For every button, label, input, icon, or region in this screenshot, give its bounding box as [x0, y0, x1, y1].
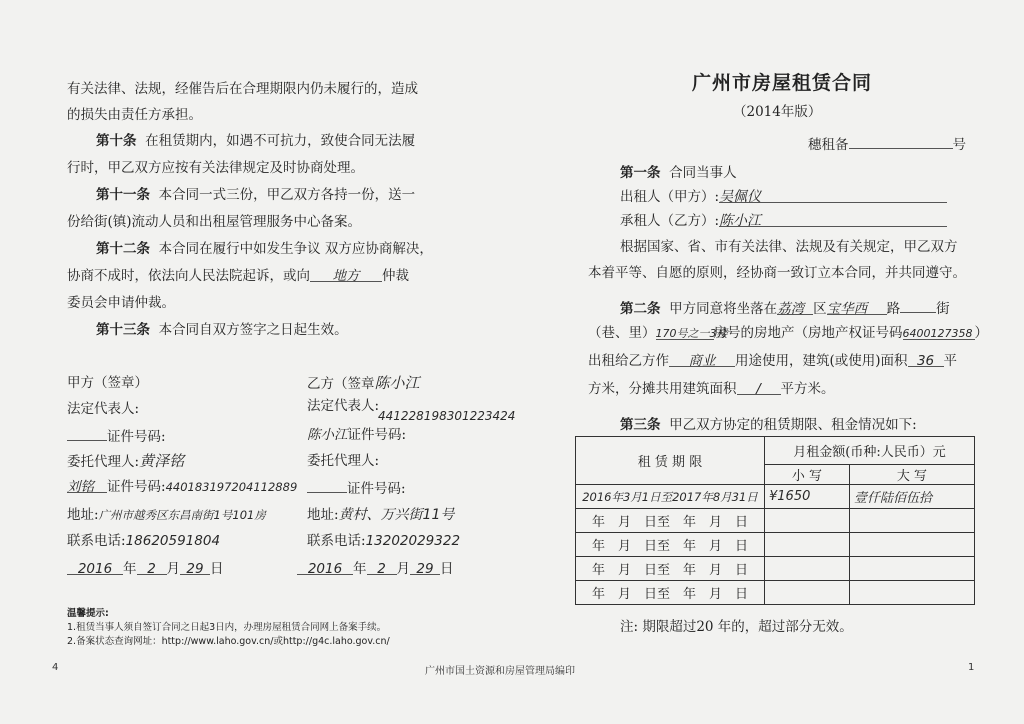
party-a-phone-label: 联系电话:: [67, 533, 126, 549]
party-b-agent: 委托代理人:: [307, 453, 380, 469]
article-3-title: 第三条: [620, 417, 661, 433]
row1-big: 壹仟陆佰伍拾: [850, 485, 975, 509]
lessee-row: [620, 212, 947, 230]
article-10: [96, 132, 415, 150]
party-b-address-handwriting: 黄村、万兴街11号: [338, 507, 455, 523]
party-b-id-label2: 证件号码:: [347, 481, 406, 497]
article-2-text-l: 平方米。: [780, 381, 835, 397]
blank-cell: [850, 581, 975, 605]
party-a-date-row: [67, 560, 224, 578]
party-a-date-day: 29: [180, 560, 210, 575]
period-header: 租 赁 期 限: [576, 437, 765, 485]
article-2-text-j: 平: [943, 353, 958, 369]
article-10-line2: 行时，甲乙双方应按有关法律规定及时协商处理。: [67, 160, 364, 176]
article-12-title: 第十二条: [96, 241, 150, 257]
lessor-label: 出租人（甲方）:: [620, 189, 720, 205]
article-2-text-a: 甲方同意将坐落在: [669, 301, 778, 317]
article-2-text-k: 方米，分摊共用建筑面积: [588, 381, 737, 397]
row1-period: 2016年3月1日至2017年8月31日: [576, 485, 765, 509]
party-a-phone-row: [67, 532, 220, 550]
article-2-text-c: 路: [886, 301, 901, 317]
party-b-id-label: 证件号码:: [347, 427, 407, 443]
shared-area-handwriting: /: [737, 380, 781, 395]
article-12: [96, 240, 433, 258]
area-handwriting: 36: [908, 352, 944, 367]
party-a-signature: 刘铭: [67, 478, 107, 493]
article-12-line2b: 仲裁: [382, 268, 409, 284]
table-row: [576, 509, 975, 533]
left-page-number: 4: [52, 662, 59, 673]
party-a-label: 甲方（签章）: [67, 375, 148, 391]
blank-period: 年 月 日至 年 月 日: [576, 509, 765, 533]
party-a-id-handwriting: 440183197204112889: [165, 480, 298, 494]
article-1: [620, 164, 737, 182]
tip-2: 2.备案状态查询网址：http://www.laho.gov.cn/或http://g4c.laho.gov.cn/: [67, 636, 390, 647]
cert-number-handwriting: 6400127358: [902, 327, 973, 340]
party-b-phone-row: [307, 532, 460, 550]
table-row: [576, 581, 975, 605]
registration-prefix: 穗租备: [808, 137, 849, 153]
tips-title: 温馨提示:: [67, 608, 109, 619]
blank-period: 年 月 日至 年 月 日: [576, 557, 765, 581]
party-a-agent-row: [67, 452, 184, 471]
party-b-phone-handwriting: 13202029322: [365, 533, 461, 549]
article-1-line2: 本着平等、自愿的原则，经协商一致订立本合同，并共同遵守。: [588, 265, 966, 281]
arbitration-blank: [310, 267, 382, 282]
party-b-id-row: [307, 426, 406, 444]
party-a-id-label2: 证件号码:: [107, 479, 166, 495]
article-11-line2: 份给街(镇)流动人员和出租屋管理服务中心备案。: [67, 214, 362, 230]
article-10-title: 第十条: [96, 133, 137, 149]
use-handwriting: 商业: [669, 352, 735, 367]
rent-table: [575, 436, 975, 605]
article-2-text-f: 房号的房地产（房地产权证号码: [713, 325, 903, 341]
left-para1-line1: 有关法律、法规，经催告后在合理期限内仍未履行的，造成: [67, 81, 418, 97]
big-header: 大 写: [850, 465, 975, 485]
party-b-id-blank: [307, 478, 347, 493]
article-3: [620, 416, 917, 434]
article-11: [96, 186, 415, 204]
party-a-agent-label: 委托代理人:: [67, 454, 140, 470]
blank-cell: [765, 557, 850, 581]
party-b-address-label: 地址:: [307, 507, 339, 523]
article-2-line1: [620, 298, 950, 318]
blank-cell: [765, 581, 850, 605]
article-2-line3: [588, 352, 957, 370]
party-a-id-blank: [67, 426, 107, 441]
party-b-signature2: 陈小江: [307, 427, 348, 443]
party-b-date-month: 2: [367, 560, 397, 575]
registration-blank: [849, 134, 953, 149]
blank-cell: [765, 533, 850, 557]
right-page-number: 1: [968, 662, 975, 673]
article-1-text: 合同当事人: [669, 165, 737, 181]
article-2-text-h: 出租给乙方作: [588, 353, 669, 369]
registration-suffix: 号: [952, 137, 966, 153]
blank-cell: [850, 509, 975, 533]
blank-period: 年 月 日至 年 月 日: [576, 533, 765, 557]
party-a-date-year: 2016: [67, 560, 123, 575]
row1-small: ¥1650: [765, 485, 850, 509]
article-2-text-d: 街: [936, 301, 950, 317]
party-b-legal-rep: 法定代表人:: [307, 398, 380, 414]
district-handwriting: 荔湾: [777, 300, 813, 315]
party-a-month-label: 月: [166, 561, 180, 577]
party-a-address-row: [67, 506, 266, 524]
house-number-handwriting: 170号之一3楼: [655, 327, 728, 340]
article-2-line4: [588, 380, 835, 398]
article-1-line1: 根据国家、省、市有关法律、法规及有关规定，甲乙双方: [620, 239, 958, 255]
party-b-month-label: 月: [396, 561, 410, 577]
amount-header: 月租金额(币种:人民币）元: [765, 437, 975, 465]
article-12-line2a: 协商不成时，依法向人民法院起诉，或向: [67, 268, 310, 284]
party-b-day-label: 日: [440, 561, 454, 577]
party-b-id-row2: [307, 478, 406, 498]
article-2-title: 第二条: [620, 301, 661, 317]
table-note: 注: 期限超过20 年的，超过部分无效。: [620, 619, 853, 635]
party-a-legal-rep: 法定代表人:: [67, 401, 140, 417]
party-b-phone-label: 联系电话:: [307, 533, 366, 549]
article-11-line1: 本合同一式三份，甲乙双方各持一份，送一: [158, 187, 416, 203]
street-blank: [900, 298, 936, 313]
party-a-agent-handwriting: 黄泽铭: [139, 452, 185, 470]
party-b-signature: 陈小江: [374, 374, 420, 392]
party-b-label-row: [307, 374, 420, 393]
party-a-id-label: 证件号码:: [107, 429, 166, 445]
table-header-row: [576, 437, 975, 465]
contract-edition: （2014年版）: [733, 104, 822, 120]
left-para1-line2: 的损失由责任方承担。: [67, 107, 202, 123]
article-13-title: 第十三条: [96, 322, 150, 338]
article-2-text-i: 用途使用，建筑(或使用)面积: [735, 353, 908, 369]
party-b-year-label: 年: [353, 561, 367, 577]
table-row: [576, 557, 975, 581]
article-12-line3: 委员会申请仲裁。: [67, 295, 175, 311]
table-row: [576, 485, 975, 509]
registration-row: [808, 134, 966, 154]
party-a-phone-handwriting: 18620591804: [125, 533, 221, 549]
article-13-line1: 本合同自双方签字之日起生效。: [158, 322, 348, 338]
lessee-handwriting: 陈小江: [719, 212, 947, 227]
party-b-label: 乙方（签章: [307, 376, 375, 392]
party-a-date-month: 2: [137, 560, 167, 575]
party-b-date-day: 29: [410, 560, 440, 575]
tip-1: 1.租赁当事人须自签订合同之日起3日内，办理房屋租赁合同网上备案手续。: [67, 622, 387, 633]
party-a-id-row2: [67, 478, 297, 496]
arbitration-handwriting: 地方: [332, 268, 360, 284]
blank-period: 年 月 日至 年 月 日: [576, 581, 765, 605]
party-b-date-row: [297, 560, 454, 578]
party-a-year-label: 年: [123, 561, 137, 577]
article-1-title: 第一条: [620, 165, 661, 181]
small-header: 小 写: [765, 465, 850, 485]
lessor-handwriting: 吴佩仪: [719, 188, 947, 203]
article-2-text-b: 区: [813, 301, 827, 317]
article-12-line1: 本合同在履行中如发生争议 双方应协商解决，: [158, 241, 433, 257]
party-a-address-label: 地址:: [67, 507, 99, 523]
table-row: [576, 533, 975, 557]
article-11-title: 第十一条: [96, 187, 150, 203]
article-2-line2: [588, 324, 988, 342]
contract-title: 广州市房屋租赁合同: [692, 72, 873, 94]
party-b-date-year: 2016: [297, 560, 353, 575]
article-3-text: 甲乙双方协定的租赁期限、租金情况如下:: [669, 417, 917, 433]
party-a-id-row: [67, 426, 166, 446]
lessee-label: 承租人（乙方）:: [620, 213, 720, 229]
blank-cell: [765, 509, 850, 533]
article-2-text-g: ）: [974, 325, 988, 341]
party-b-id-handwriting: 441228198301223424: [378, 409, 516, 423]
party-a-day-label: 日: [210, 561, 224, 577]
article-2-text-e: （巷、里）: [588, 325, 656, 341]
article-10-line1: 在租赁期内，如遇不可抗力，致使合同无法履: [145, 133, 416, 149]
blank-cell: [850, 533, 975, 557]
lessor-row: [620, 188, 947, 206]
publisher-footer: 广州市国土资源和房屋管理局编印: [425, 666, 575, 677]
article-13: [96, 321, 348, 339]
party-b-address-row: [307, 506, 454, 524]
road-handwriting: 宝华西: [827, 300, 887, 315]
blank-cell: [850, 557, 975, 581]
party-a-address-handwriting: 广州市越秀区东昌南街1号101房: [98, 508, 266, 522]
article-12-line2: [67, 267, 409, 285]
